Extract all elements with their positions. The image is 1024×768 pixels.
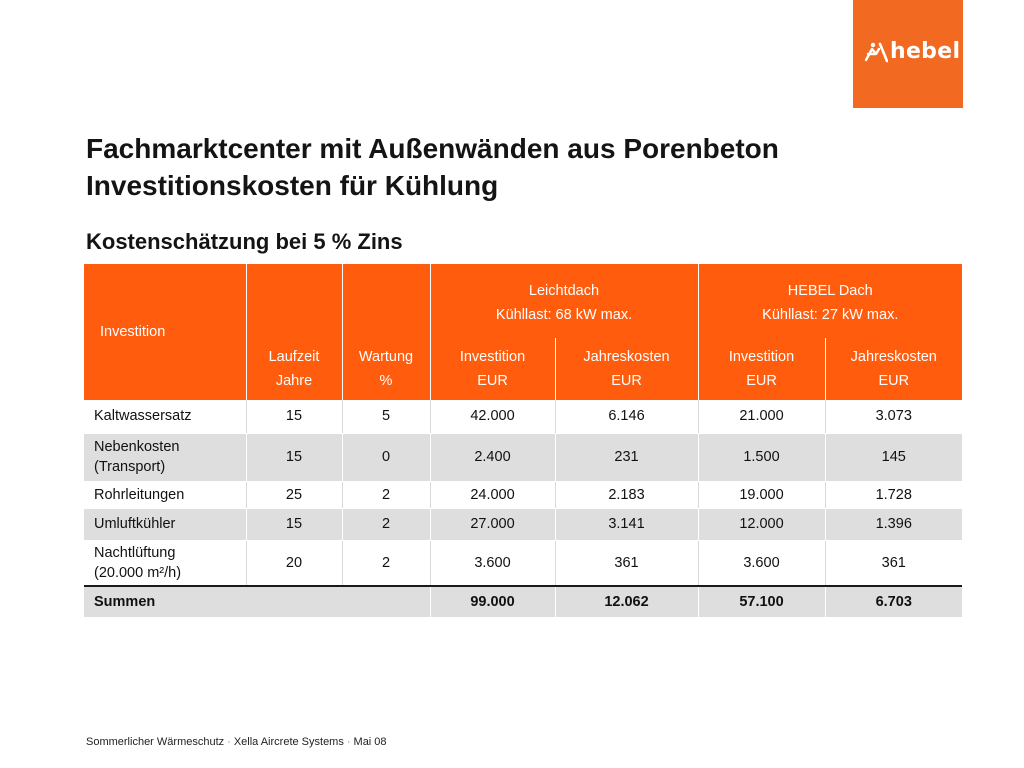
cell-ld-investition: 2.400 [430,433,555,481]
header-wartung [342,338,430,400]
row-name [84,508,246,540]
header-laufzeit-top [246,264,342,338]
group-leichtdach-sub: Kühllast: 68 kW max. [495,307,633,323]
header-laufzeit-unit: Jahre [275,373,313,389]
header-ld-jahreskosten-unit: EUR [611,373,642,389]
header-group-hebel [698,264,962,338]
cell-hd-investition: 12.000 [698,508,825,540]
header-ld-jahreskosten-label: Jahreskosten [583,349,670,365]
header-ld-investition-unit: EUR [477,373,508,389]
cell-ld-jahreskosten: 361 [555,540,698,586]
row-name-text: Kaltwassersatz [94,408,192,425]
logo-wordmark: hebel [890,39,961,64]
cell-hd-jahreskosten: 1.396 [825,508,962,540]
cell-hd-jahreskosten: 3.073 [825,400,962,433]
header-ld-investition [430,338,555,400]
header-wartung-unit: % [379,373,393,389]
footer [86,736,387,748]
cell-wartung: 0 [342,433,430,481]
cell-hd-jahreskosten: 1.728 [825,481,962,508]
header-wartung-top [342,264,430,338]
row-name-text: Rohrleitungen [94,486,185,503]
group-leichtdach-title: Leichtdach [528,283,600,299]
cell-ld-investition: 27.000 [430,508,555,540]
row-name [84,433,246,481]
cell-ld-investition: 42.000 [430,400,555,433]
header-laufzeit [246,338,342,400]
header-investition-label: Investition [100,324,166,340]
header-ld-jahreskosten [555,338,698,400]
row-name-subtext: (Transport) [94,459,166,475]
row-name-text: Nebenkosten [94,439,180,455]
header-group-leichtdach [430,264,698,338]
sum-label: Summen [84,586,430,617]
header-laufzeit-label: Laufzeit [268,349,320,365]
header-investition [84,264,246,400]
title-line-1: Fachmarktcenter mit Außenwänden aus Porenbeton [86,133,779,164]
cell-laufzeit: 20 [246,540,342,586]
hebel-logo-icon [864,40,888,64]
cell-wartung: 2 [342,481,430,508]
footer-separator: · [346,736,351,748]
cell-hd-investition: 1.500 [698,433,825,481]
table-row [84,508,962,540]
row-name-subtext: (20.000 m²/h) [94,564,182,581]
cell-ld-jahreskosten: 231 [555,433,698,481]
cell-wartung: 2 [342,508,430,540]
group-hebel-sub: Kühllast: 27 kW max. [762,307,899,323]
cost-table [84,264,962,617]
header-ld-investition-label: Investition [459,349,526,365]
page-subtitle: Kostenschätzung bei 5 % Zins [86,229,403,254]
header-hd-investition-unit: EUR [746,373,777,389]
group-hebel-title: HEBEL Dach [787,283,873,299]
cell-ld-jahreskosten: 3.141 [555,508,698,540]
header-row-1 [84,264,962,338]
table-row [84,481,962,508]
header-wartung-label: Wartung [358,349,414,365]
row-name [84,400,246,433]
cell-hd-jahreskosten: 361 [825,540,962,586]
header-hd-jahreskosten-unit: EUR [878,373,910,389]
header-hd-jahreskosten [825,338,962,400]
footer-company: Xella Aircrete Systems [233,736,344,748]
cell-hd-investition: 3.600 [698,540,825,586]
cell-wartung: 5 [342,400,430,433]
cell-ld-investition: 24.000 [430,481,555,508]
brand-logo-box [853,0,963,108]
footer-topic: Sommerlicher Wärmeschutz [86,736,225,748]
header-hd-investition [698,338,825,400]
cell-hd-investition: 21.000 [698,400,825,433]
row-name-text: Umluftkühler [94,516,176,532]
cell-laufzeit: 15 [246,400,342,433]
page-title [86,130,779,204]
header-hd-investition-label: Investition [728,349,795,365]
sum-hd-jahreskosten: 6.703 [825,586,962,617]
cell-wartung: 2 [342,540,430,586]
sum-hd-investition: 57.100 [698,586,825,617]
row-name [84,481,246,508]
table-row [84,400,962,433]
cell-laufzeit: 25 [246,481,342,508]
title-line-2: Investitionskosten für Kühlung [86,170,499,201]
cell-laufzeit: 15 [246,433,342,481]
row-name-text: Nachtlüftung [94,544,176,561]
table-row [84,540,962,586]
cell-hd-jahreskosten: 145 [825,433,962,481]
cell-ld-jahreskosten: 6.146 [555,400,698,433]
row-name [84,540,246,586]
cell-ld-investition: 3.600 [430,540,555,586]
sum-ld-jahreskosten: 12.062 [555,586,698,617]
header-hd-jahreskosten-label: Jahreskosten [850,349,937,365]
footer-date: Mai 08 [353,736,387,748]
sum-row [84,586,962,617]
footer-separator: · [227,736,231,748]
cell-ld-jahreskosten: 2.183 [555,481,698,508]
sum-ld-investition: 99.000 [430,586,555,617]
cell-hd-investition: 19.000 [698,481,825,508]
cell-laufzeit: 15 [246,508,342,540]
table-row [84,433,962,481]
